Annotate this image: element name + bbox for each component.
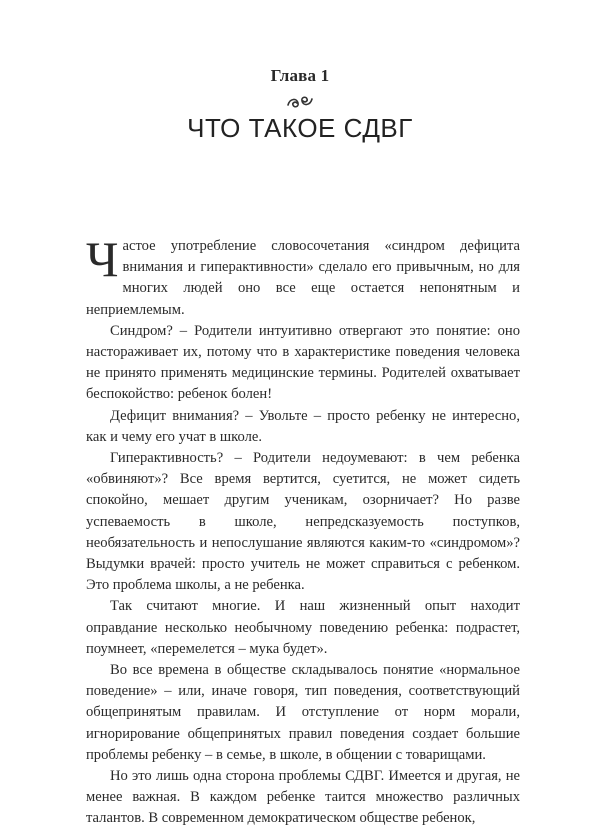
paragraph-3: Дефицит внимания? – Увольте – просто ребенку не интересно, как и чему его учат в школе. bbox=[86, 407, 520, 445]
paragraph-1 bbox=[86, 231, 520, 321]
chapter-body bbox=[86, 231, 520, 830]
fleuron-ornament-icon bbox=[284, 94, 316, 110]
drop-cap: Ч bbox=[86, 231, 119, 287]
paragraph-2: Синдром? – Родители интуитивно отвергают это понятие: оно настораживает их, потому что в характеристике поведения человека не принято применять медицинские термины. Родителей охватывает беспокойство: ребенок болен! bbox=[86, 322, 520, 403]
chapter-number: Глава 1 bbox=[270, 66, 330, 85]
paragraph-6: Во все времена в обществе складывалось понятие «нормальное поведение» – или, иначе говоря, тип поведения, соответствующий общепринятым правилам. И отступление от норм морали, игнорирование общепринятых правил поведения создает большие проблемы ребенку – в семье, в школе, в общении с товарищами. bbox=[86, 662, 520, 763]
chapter-title: ЧТО ТАКОЕ СДВГ bbox=[187, 113, 413, 143]
paragraph-4: Гиперактивность? – Родители недоумевают: в чем ребенка «обвиняют»? Все время вертится, суетится, не может сидеть спокойно, мешает другим ученикам, озорничает? Но разве успеваемость в школе, непредсказуемость поступков, необязательность и непослушание являются каким-то «синдромом»? Выдумки врачей: просто учитель не может справиться с ребенком. Это проблема школы, а не ребенка. bbox=[86, 450, 520, 594]
paragraph-5: Так считают многие. И наш жизненный опыт находит оправдание несколько необычному поведению ребенка: подрастет, поумнеет, «перемелется – мука будет». bbox=[86, 598, 520, 657]
paragraph-1-text: астое употребление словосочетания «синдром дефицита внимания и гиперактивности» сделало его привычным, но для многих людей оно все еще остается непонятным и неприемлемым. bbox=[86, 238, 520, 318]
paragraph-7: Но это лишь одна сторона проблемы СДВГ. Имеется и другая, не менее важная. В каждом ребенке таится множество различных талантов. В современном демократическом обществе ребенок, bbox=[86, 768, 520, 827]
